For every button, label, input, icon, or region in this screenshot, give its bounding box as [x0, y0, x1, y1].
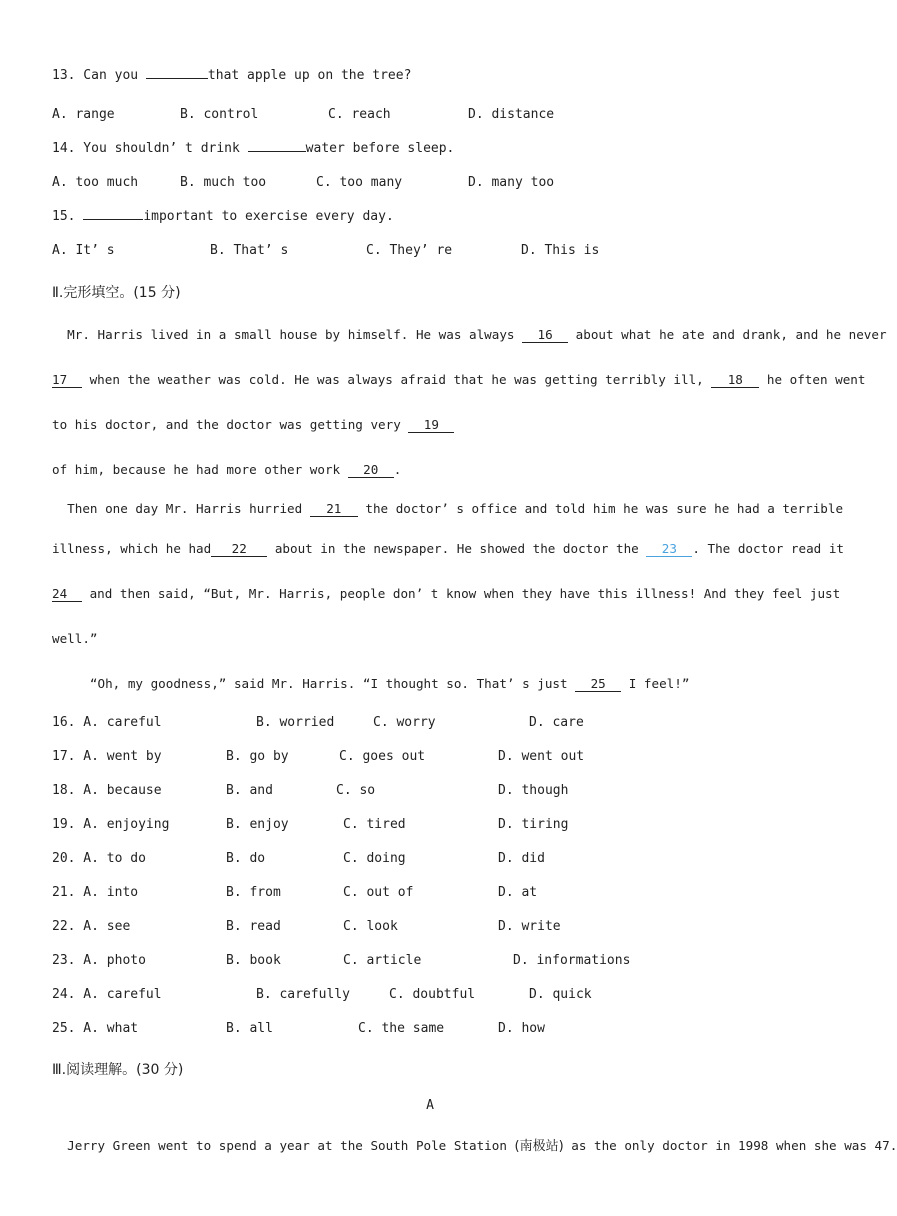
answer-blank[interactable] [83, 219, 143, 220]
cloze-option-22-c: C. look [343, 919, 398, 934]
cloze-option-23-b: B. book [226, 953, 281, 968]
cloze-option-25-d: D. how [498, 1021, 545, 1036]
cloze-option-17-b: B. go by [226, 749, 289, 764]
cloze-option-22-a: 22. A. see [52, 919, 131, 934]
cloze-option-19-c: C. tired [343, 817, 406, 832]
blank-23[interactable]: 23 [646, 542, 692, 557]
cloze-option-16-c: C. worry [373, 715, 436, 730]
cloze-option-24-b: B. carefully [256, 987, 350, 1002]
blank-16[interactable]: 16 [522, 328, 568, 343]
cloze-option-21-c: C. out of [343, 885, 414, 900]
option-c: C. They’ re [366, 243, 453, 258]
cloze-option-21-a: 21. A. into [52, 885, 139, 900]
cloze-option-19-b: B. enjoy [226, 817, 289, 832]
reading-line: Jerry Green went to spend a year at the South Pole Station (南极站) as the only doctor in 1998 when she was 47. [52, 1138, 897, 1154]
option-a: A. range [52, 107, 115, 122]
cloze-line: Mr. Harris lived in a small house by himself. He was always 16 about what he ate and drank, and he never [52, 327, 887, 342]
cloze-option-23-a: 23. A. photo [52, 953, 146, 968]
question-14-stem: 14. You shouldn’ t drink water before sleep. [52, 141, 455, 156]
answer-blank[interactable] [248, 151, 306, 152]
blank-24[interactable]: 24 [52, 587, 82, 602]
cloze-option-19-a: 19. A. enjoying [52, 817, 170, 832]
cloze-line: 24 and then said, “But, Mr. Harris, people don’ t know when they have this illness! And they feel just [52, 586, 841, 601]
cloze-line: illness, which he had 22 about in the newspaper. He showed the doctor the 23 . The doctor read it [52, 541, 844, 556]
option-d: D. many too [468, 175, 555, 190]
section-3-heading: Ⅲ.阅读理解。(30 分) [52, 1062, 184, 1078]
cloze-option-18-c: C. so [336, 783, 376, 798]
option-b: B. control [180, 107, 259, 122]
cloze-option-24-d: D. quick [529, 987, 592, 1002]
blank-25[interactable]: 25 [575, 677, 621, 692]
cloze-option-18-a: 18. A. because [52, 783, 162, 798]
cloze-option-23-d: D. informations [513, 953, 631, 968]
cloze-line: 17 when the weather was cold. He was always afraid that he was getting terribly ill, 18 he often went [52, 372, 866, 387]
cloze-option-17-c: C. goes out [339, 749, 426, 764]
blank-17[interactable]: 17 [52, 373, 82, 388]
cloze-option-20-d: D. did [498, 851, 545, 866]
option-c: C. too many [316, 175, 403, 190]
cloze-option-24-a: 24. A. careful [52, 987, 162, 1002]
question-15-stem: 15. important to exercise every day. [52, 209, 394, 224]
cloze-option-22-d: D. write [498, 919, 561, 934]
cloze-option-25-b: B. all [226, 1021, 273, 1036]
cloze-option-25-a: 25. A. what [52, 1021, 139, 1036]
option-b: B. That’ s [210, 243, 289, 258]
cloze-option-22-b: B. read [226, 919, 281, 934]
blank-20[interactable]: 20 [348, 463, 394, 478]
option-c: C. reach [328, 107, 391, 122]
cloze-option-20-a: 20. A. to do [52, 851, 146, 866]
blank-22[interactable]: 22 [211, 542, 267, 557]
cloze-line: to his doctor, and the doctor was getting very 19 [52, 417, 454, 433]
cloze-option-17-d: D. went out [498, 749, 585, 764]
cloze-line: of him, because he had more other work 20 . [52, 462, 402, 477]
cloze-line: well.” [52, 631, 98, 646]
cloze-option-23-c: C. article [343, 953, 422, 968]
blank-18[interactable]: 18 [711, 373, 759, 388]
option-a: A. too much [52, 175, 139, 190]
section-2-heading: Ⅱ.完形填空。(15 分) [52, 285, 181, 301]
answer-blank[interactable] [146, 78, 208, 79]
cloze-option-16-a: 16. A. careful [52, 715, 162, 730]
cloze-option-24-c: C. doubtful [389, 987, 476, 1002]
cloze-option-19-d: D. tiring [498, 817, 569, 832]
cloze-line: “Oh, my goodness,” said Mr. Harris. “I thought so. That’ s just 25 I feel!” [52, 676, 690, 691]
cloze-option-20-c: C. doing [343, 851, 406, 866]
cloze-option-21-b: B. from [226, 885, 281, 900]
blank-19[interactable]: 19 [408, 418, 454, 433]
question-13-stem: 13. Can you that apple up on the tree? [52, 68, 412, 83]
cloze-line: Then one day Mr. Harris hurried 21 the doctor’ s office and told him he was sure he had a terrible [52, 501, 844, 516]
cloze-option-21-d: D. at [498, 885, 538, 900]
cloze-option-25-c: C. the same [358, 1021, 445, 1036]
cloze-option-16-d: D. care [529, 715, 584, 730]
cloze-option-16-b: B. worried [256, 715, 335, 730]
option-b: B. much too [180, 175, 267, 190]
cloze-option-18-d: D. though [498, 783, 569, 798]
blank-21[interactable]: 21 [310, 502, 358, 517]
option-d: D. distance [468, 107, 555, 122]
passage-label: A [426, 1098, 434, 1113]
option-d: D. This is [521, 243, 600, 258]
option-a: A. It’ s [52, 243, 115, 258]
cloze-option-17-a: 17. A. went by [52, 749, 162, 764]
cloze-option-20-b: B. do [226, 851, 266, 866]
cloze-option-18-b: B. and [226, 783, 273, 798]
